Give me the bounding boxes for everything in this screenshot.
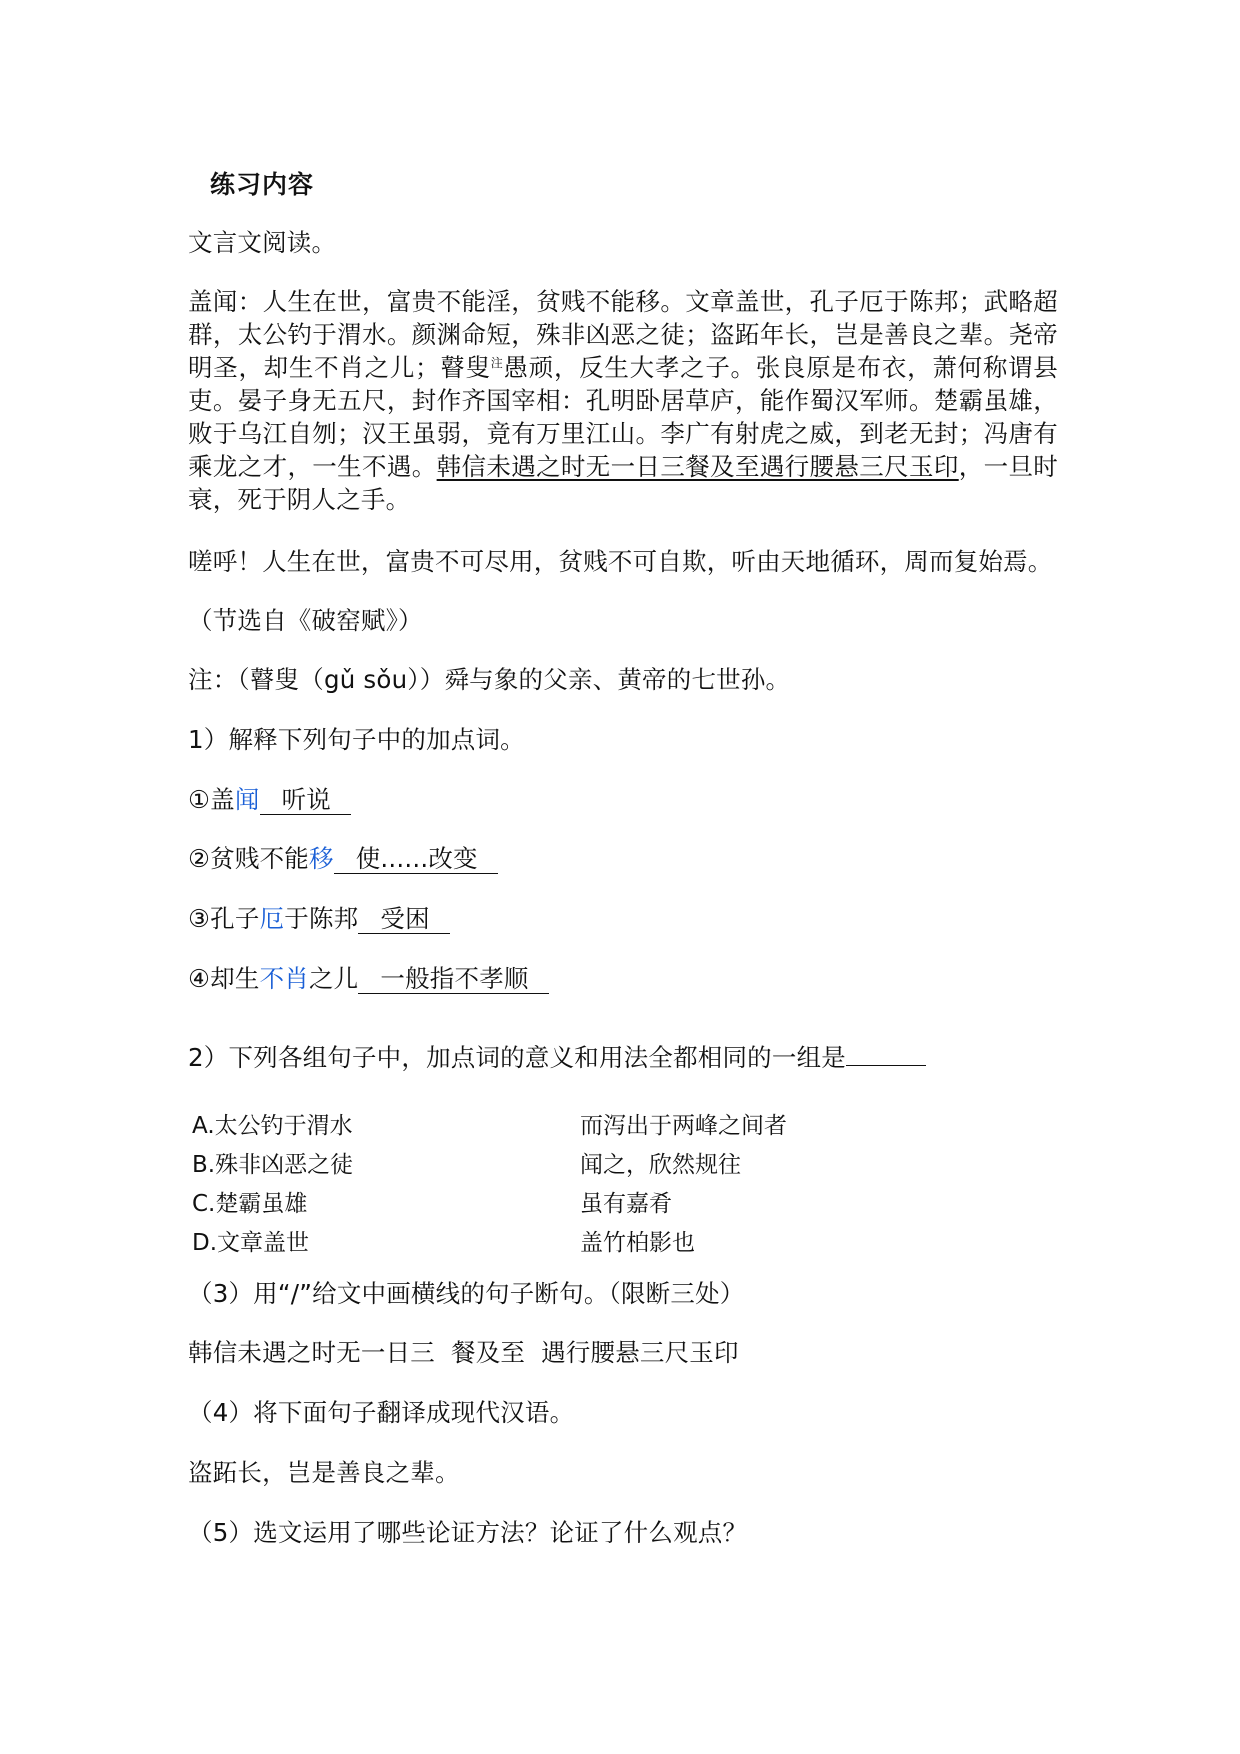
underlined-sentence: 韩信未遇之时无一日三餐及至遇行腰悬三尺玉印	[436, 452, 959, 481]
option-row	[192, 1221, 892, 1260]
sentence-segment: 遇行腰悬三尺玉印	[541, 1338, 739, 1367]
question-2	[188, 1041, 1058, 1074]
option-letter: A.	[192, 1113, 215, 1139]
option-row	[192, 1182, 892, 1221]
q1-item	[188, 842, 1058, 875]
sentence-segment: 韩信未遇之时无一日三	[188, 1338, 435, 1367]
option-right-text: 盖竹柏影也	[580, 1230, 695, 1256]
intro-text: 文言文阅读。	[188, 228, 337, 257]
page-title: 练习内容	[210, 170, 315, 199]
dotted-word: 闻	[234, 785, 260, 814]
option-letter: D.	[192, 1230, 218, 1256]
item-text-after: 于陈邦	[284, 904, 359, 933]
option-left-text: 楚霸虽雄	[215, 1191, 308, 1217]
dotted-word: 不肖	[259, 964, 309, 993]
passage-part1: 盖闻：人生在世，富贵不能淫，贫贱不能移。文章盖世，孔子厄于陈邦；武略超群，太公钓于渭水。颜渊命短，殊非凶恶之徒；盗跖年长，岂是善良之辈。尧帝明圣，却生不肖之儿；瞽叟	[188, 287, 1058, 382]
note-marker: 注	[490, 355, 504, 370]
source-citation: （节选自《破窑赋》）	[188, 606, 423, 635]
options-list	[192, 1104, 892, 1260]
answer-blank: 一般指不孝顺	[358, 965, 548, 994]
answer-blank: 听说	[260, 786, 351, 815]
item-text-before: 孔子	[210, 904, 260, 933]
question-2-prompt: 2）下列各组句子中，加点词的意义和用法全都相同的一组是	[188, 1043, 846, 1072]
item-number: ②	[188, 844, 211, 873]
question-1-prompt: 1）解释下列句子中的加点词。	[188, 725, 525, 754]
q1-item	[188, 902, 1058, 935]
question-5	[188, 1516, 1058, 1549]
passage-part3: ，一旦时衰，死于阴人之手。	[188, 452, 1059, 514]
sentence-segment: 餐及至	[451, 1338, 526, 1367]
q1-item	[188, 783, 1058, 816]
answer-blank: 受困	[358, 905, 449, 934]
item-number: ④	[188, 964, 211, 993]
option-letter: B.	[192, 1152, 216, 1178]
passage-paragraph	[188, 285, 1058, 516]
passage-part2: 愚顽，反生大孝之子。张良原是布衣，萧何称谓县吏。晏子身无五尺，封作齐国宰相：孔明卧居草庐，能作蜀汉军师。楚霸虽雄，败于乌江自刎；汉王虽弱，竟有万里江山。李广有射虎之威，到老无封；冯唐有乘龙之才，一生不遇。	[188, 353, 1058, 481]
question-4-sentence: 盗跖长，岂是善良之辈。	[188, 1458, 460, 1487]
item-text-before: 盖	[210, 785, 235, 814]
item-text-before: 却生	[210, 964, 260, 993]
option-left-text: 文章盖世	[217, 1230, 310, 1256]
passage-conclusion: 嗟呼！人生在世，富贵不可尽用，贫贱不可自欺，听由天地循环，周而复始焉。	[188, 547, 1053, 576]
option-left-text: 太公钓于渭水	[214, 1113, 353, 1139]
question-5-prompt: 选文运用了哪些论证方法？论证了什么观点？	[253, 1518, 748, 1547]
dotted-word: 移	[308, 844, 334, 873]
option-right-text: 而泻出于两峰之间者	[580, 1113, 787, 1139]
option-left-text: 殊非凶恶之徒	[215, 1152, 354, 1178]
option-letter: C.	[192, 1191, 216, 1217]
option-right-text: 虽有嘉肴	[580, 1191, 672, 1217]
answer-blank	[846, 1043, 926, 1066]
question-3-prompt: （3）用“/”给文中画横线的句子断句。（限断三处）	[188, 1279, 745, 1308]
question-5-number: （5）	[188, 1518, 254, 1547]
question-3-sentence	[188, 1336, 1058, 1369]
item-text-after: 之儿	[308, 964, 359, 993]
dotted-word: 厄	[259, 904, 285, 933]
option-row	[192, 1143, 892, 1182]
item-number: ③	[188, 904, 211, 933]
option-row	[192, 1104, 892, 1143]
question-4-prompt: （4）将下面句子翻译成现代汉语。	[188, 1398, 575, 1427]
answer-blank: 使......改变	[334, 845, 498, 874]
q1-item	[188, 962, 1058, 995]
item-number: ①	[188, 785, 211, 814]
footnote: 注：（瞽叟（gǔ sǒu））舜与象的父亲、黄帝的七世孙。	[188, 665, 791, 694]
option-right-text: 闻之，欣然规往	[580, 1152, 741, 1178]
item-text-before: 贫贱不能	[210, 844, 309, 873]
